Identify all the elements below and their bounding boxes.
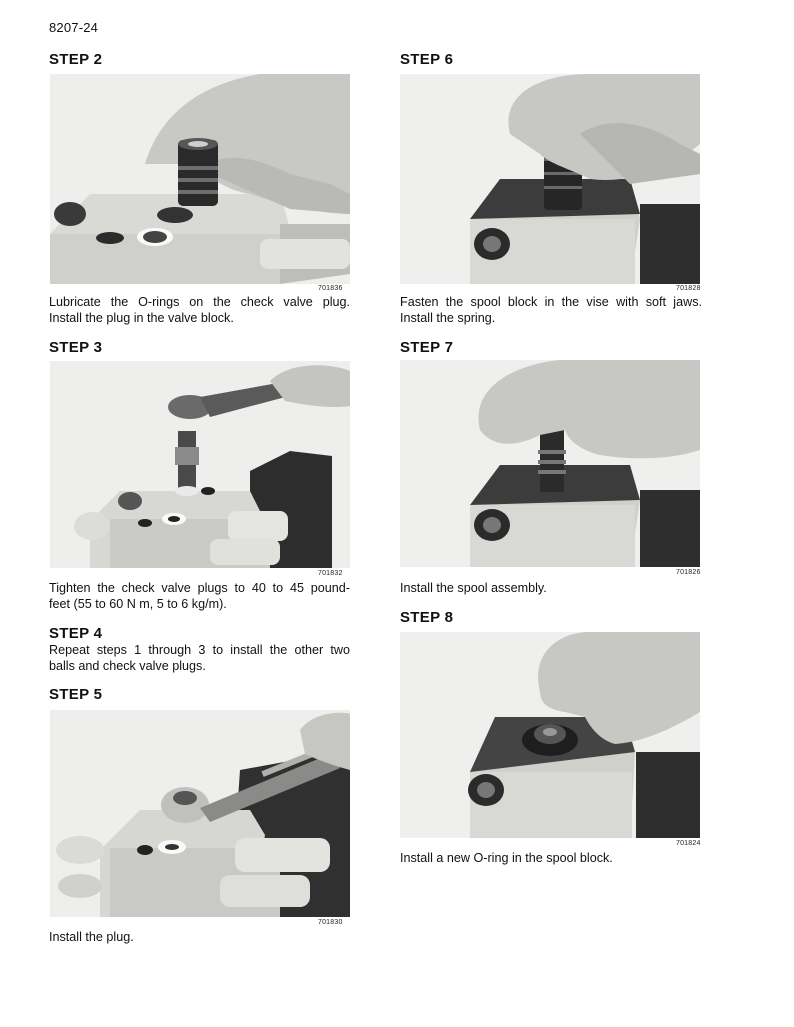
step-2-photo [50, 74, 350, 284]
step-4-heading: STEP 4 [49, 625, 103, 642]
step-6-photo [400, 74, 700, 284]
step-6-photo-number: 701828 [676, 285, 701, 292]
step-7-caption [400, 580, 702, 596]
step-2-caption-line-2: Install the plug in the valve block. [49, 311, 234, 325]
step-8-photo [400, 632, 700, 838]
step-4-caption-line-2: balls and check valve plugs. [49, 659, 206, 673]
step-6-heading: STEP 6 [400, 51, 454, 68]
step-5-caption [49, 929, 350, 945]
step-8-photo-number: 701824 [676, 840, 701, 847]
step-8-caption-line-1: Install a new O-ring in the spool block. [400, 851, 613, 865]
step-6-caption-line-2: Install the spring. [400, 311, 496, 325]
step-6-caption [400, 294, 702, 326]
step-3-heading: STEP 3 [49, 339, 103, 356]
step-8-heading: STEP 8 [400, 609, 454, 626]
step-3-caption-line-2: feet (55 to 60 N m, 5 to 6 kg/m). [49, 597, 227, 611]
step-5-caption-line-1: Install the plug. [49, 930, 134, 944]
step-2-caption-line-1: Lubricate the O-rings on the check valve plug. [49, 295, 350, 309]
step-7-photo [400, 360, 700, 567]
step-5-photo [50, 710, 350, 917]
step-7-photo-number: 701826 [676, 569, 701, 576]
page-number: 8207-24 [49, 20, 99, 35]
step-2-caption [49, 294, 350, 326]
step-4-caption-line-1: Repeat steps 1 through 3 to install the other two [49, 643, 350, 657]
step-4-caption [49, 642, 350, 674]
step-8-caption [400, 850, 702, 866]
step-2-heading: STEP 2 [49, 51, 103, 68]
step-5-heading: STEP 5 [49, 686, 103, 703]
step-3-photo-number: 701832 [318, 570, 343, 577]
step-7-heading: STEP 7 [400, 339, 454, 356]
step-3-caption-line-1: Tighten the check valve plugs to 40 to 45 pound- [49, 581, 350, 595]
step-6-caption-line-1: Fasten the spool block in the vise with soft jaws. [400, 295, 702, 309]
step-7-caption-line-1: Install the spool assembly. [400, 581, 547, 595]
step-3-caption [49, 580, 350, 612]
step-2-photo-number: 701836 [318, 285, 343, 292]
step-3-photo [50, 361, 350, 568]
step-5-photo-number: 701830 [318, 919, 343, 926]
